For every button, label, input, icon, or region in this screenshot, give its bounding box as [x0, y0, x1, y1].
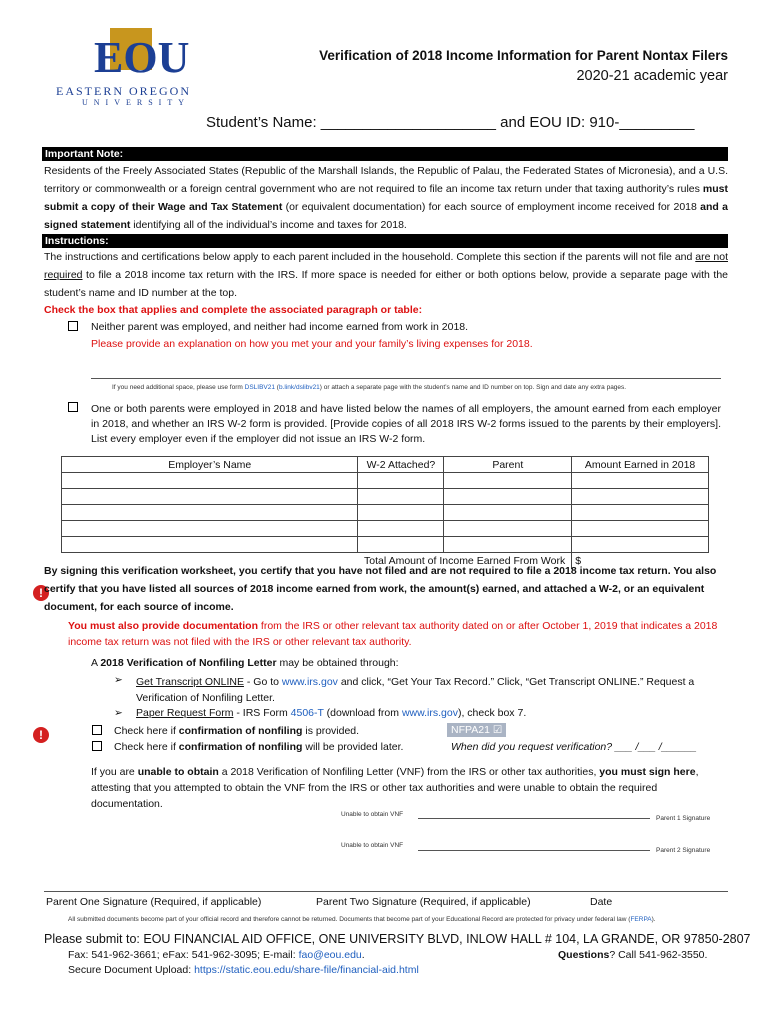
get-transcript-link[interactable]: Get Transcript ONLINE [136, 676, 244, 688]
email-link[interactable]: fao@eou.edu [298, 949, 362, 961]
nonfiling-intro: A 2018 Verification of Nonfiling Letter may be obtained through: [91, 657, 399, 669]
note-link[interactable]: b.link/dslibv21 [278, 384, 320, 391]
explanation-line[interactable] [91, 378, 721, 379]
logo-letters: EOU [94, 33, 190, 82]
option1-checkbox[interactable] [68, 321, 78, 331]
form-4506t-link[interactable]: 4506-T [290, 707, 324, 719]
check-later-text: Check here if confirmation of nonfiling will be provided later. [114, 741, 404, 753]
col-parent-header: Parent [444, 457, 572, 473]
eou-logo-mark [52, 26, 202, 86]
bullet-get-transcript: Get Transcript ONLINE - Go to www.irs.gov and click, “Get Your Tax Record.” Click, “Get Transcript ONLINE.” Request a Verification of Nonfiling Letter. [136, 676, 695, 704]
nonfiling-later-checkbox[interactable] [92, 741, 102, 751]
option1-explanation-prompt: Please provide an explanation on how you met your and your family’s living expenses for 2018. [91, 338, 533, 350]
parent2-vnf-signature-line[interactable] [418, 850, 650, 851]
instructions-text: The instructions and certifications below apply to each parent included in the household. Complete this section if the parents will not file and are not required to file a 2018 income tax return with the IRS. If more space is needed for either or both options below, provide a separate page with the student’s name and ID number at the top. [44, 251, 728, 299]
paper-request-link[interactable]: Paper Request Form [136, 707, 234, 719]
option2-checkbox[interactable] [68, 402, 78, 412]
questions-line: Questions? Call 541-962-3550. [558, 949, 708, 961]
option1-note: If you need additional space, please use form DSLIBV21 (b.link/dslibv21) or attach a separate page with the student’s name and ID number on top. Sign and date any extra pages. [112, 384, 627, 391]
warning-icon: ! [33, 585, 49, 601]
unable-label-2: Unable to obtain VNF [341, 842, 404, 849]
col-amount-header: Amount Earned in 2018 [572, 457, 709, 473]
table-row[interactable] [62, 489, 709, 505]
submit-address: Please submit to: EOU FINANCIAL AID OFFICE, ONE UNIVERSITY BLVD, INLOW HALL # 104, LA GRANDE, OR 97850-2807 [44, 932, 751, 946]
total-amount[interactable]: $ [572, 553, 709, 569]
form-title: Verification of 2018 Income Information for Parent Nontax Filers [319, 48, 728, 63]
nonfiling-provided-checkbox[interactable] [92, 725, 102, 735]
academic-year: 2020-21 academic year [576, 68, 728, 84]
ferpa-footnote: All submitted documents become part of your official record and therefore cannot be returned. Documents that become part of your Educational Record are protected for privacy under federal law (FERPA). [68, 916, 656, 923]
option1-text: Neither parent was employed, and neither had income earned from work in 2018. [91, 321, 469, 333]
signature-line[interactable] [44, 891, 728, 892]
parent1-vnf-signature-line[interactable] [418, 818, 650, 819]
table-row[interactable] [62, 537, 709, 553]
employer-table [61, 456, 709, 569]
irs-link-2[interactable]: www.irs.gov [401, 707, 458, 719]
contact-line: Fax: 541-962-3661; eFax: 541-962-3095; E-mail: fao@eou.edu. [68, 949, 365, 961]
bullet-arrow-icon: ➢ [114, 707, 123, 719]
important-note-heading: Important Note: [42, 147, 728, 161]
col-w2-header: W-2 Attached? [358, 457, 444, 473]
bullet-arrow-icon: ➢ [114, 674, 123, 686]
student-line[interactable]: Student’s Name: _____________________ and EOU ID: 910-_________ [206, 114, 695, 131]
parent1-sig-label: Parent 1 Signature [656, 815, 711, 822]
date-label: Date [590, 896, 613, 908]
parent2-sig-label: Parent 2 Signature [656, 847, 711, 854]
total-label: Total Amount of Income Earned From Work [364, 554, 566, 567]
instructions-heading: Instructions: [42, 234, 728, 248]
bullet-paper-request: Paper Request Form - IRS Form 4506-T (download from www.irs.gov), check box 7. [136, 707, 527, 719]
table-row[interactable] [62, 505, 709, 521]
option2-text: One or both parents were employed in 2018 and have listed below the names of all employers, the amount earned from each employer in 2018, and whether an IRS W-2 form is provided. [Provide copies of all 2018 IRS W-2 forms issued to the parents by their employers]. List every employer even if the employer did not issue an IRS W-2 form. [91, 403, 721, 445]
documentation-text: You must also provide documentation from the IRS or other relevant tax authority dated on or after October 1, 2019 that indicates a 2018 income tax return was not filed with the IRS or other relevant tax authority. [68, 620, 718, 648]
upload-link[interactable]: https://static.eou.edu/share-file/financial-aid.html [194, 964, 419, 976]
logo-name-line1: EASTERN OREGON [56, 84, 191, 98]
check-heading: Check the box that applies and complete the associated paragraph or table: [44, 304, 423, 316]
logo-name-line2: UNIVERSITY [82, 98, 190, 107]
request-date-field[interactable]: When did you request verification? ___ /___ /______ [451, 741, 697, 753]
parent2-signature-label: Parent Two Signature (Required, if applicable) [316, 896, 531, 908]
unable-text: If you are unable to obtain a 2018 Verification of Nonfiling Letter (VNF) from the IRS or other tax authorities, you must sign here, attesting that you attempted to obtain the VNF from the IRS or other tax authorities and were unable to obtain the required documentation. [91, 766, 699, 810]
table-row[interactable] [62, 521, 709, 537]
warning-icon: ! [33, 727, 49, 743]
table-row[interactable] [62, 473, 709, 489]
check-provided-text: Check here if confirmation of nonfiling is provided. [114, 725, 360, 737]
unable-label-1: Unable to obtain VNF [341, 811, 404, 818]
important-note-text: Residents of the Freely Associated States (Republic of the Marshall Islands, the Republic of Palau, the Federated States of Micronesia), and a U.S. territory or commonwealth or a foreign central government who are not required to file an income tax return under that taxing authority’s rules must submit a copy of their Wage and Tax Statement (or equivalent documentation) for each source of employment income received for 2018 and a signed statement identifying all of the individual’s income and taxes for 2018. [44, 165, 728, 231]
table-header-row [62, 457, 709, 473]
nfpa21-badge: NFPA21 ☑ [447, 723, 506, 737]
eou-logo [52, 26, 202, 110]
parent1-signature-label: Parent One Signature (Required, if applicable) [46, 896, 262, 908]
ferpa-link[interactable]: FERPA [630, 916, 652, 923]
irs-link-1[interactable]: www.irs.gov [281, 676, 338, 688]
certify-text: By signing this verification worksheet, you certify that you have not filed and are not required to file a 2018 income tax return. You also certify that you have listed all sources of 2018 income earned from work, the amount(s) earned, and attached a W-2, or an equivalent document, for each source of income. [44, 565, 717, 613]
upload-line: Secure Document Upload: https://static.eou.edu/share-file/financial-aid.html [68, 964, 419, 976]
col-employer-header: Employer’s Name [62, 457, 358, 473]
